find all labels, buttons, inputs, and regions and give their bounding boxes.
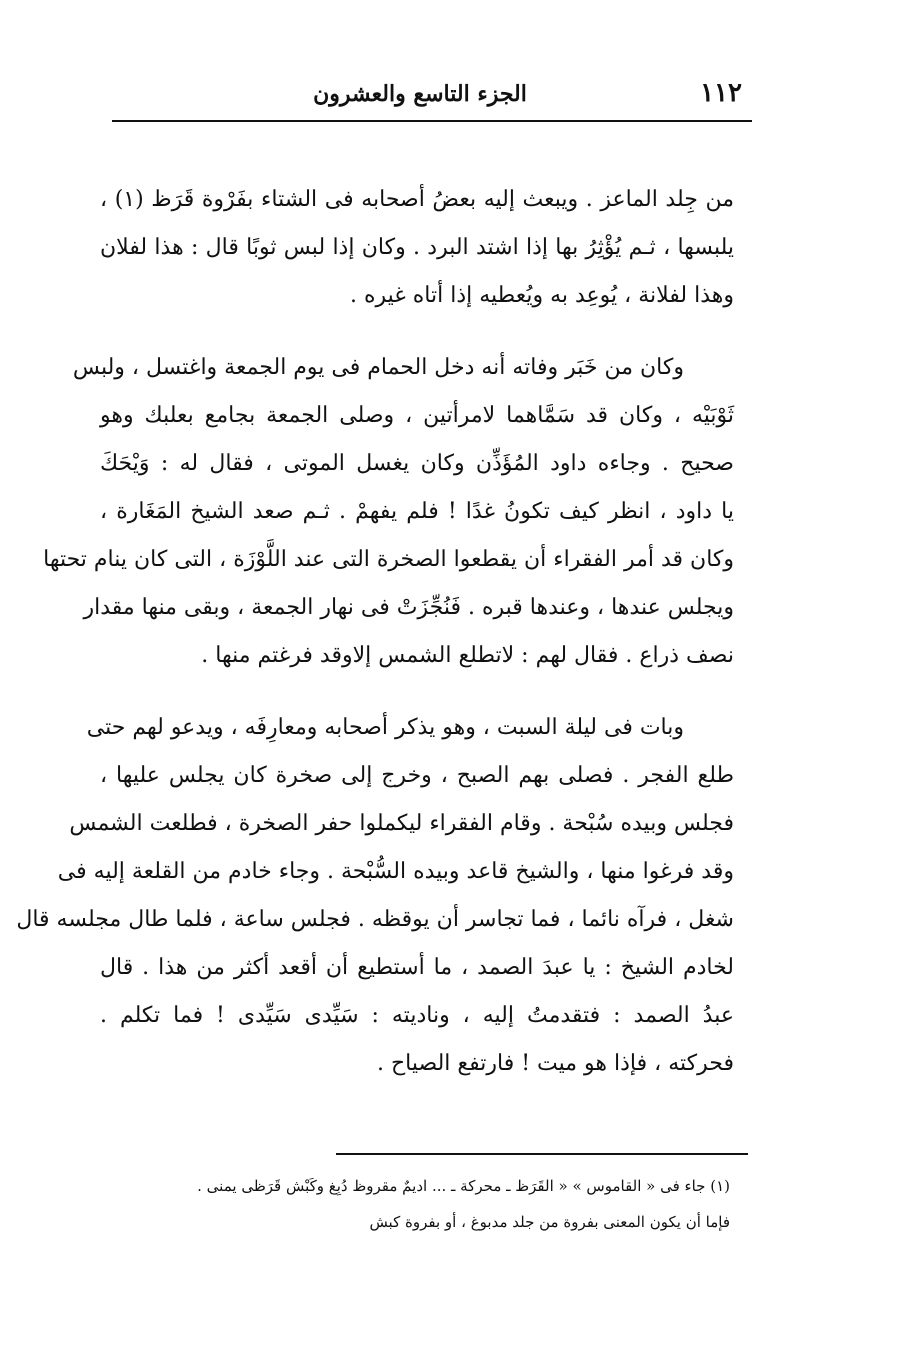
paragraph xyxy=(43,344,734,680)
text-line: وكان من خَبَر وفاته أنه دخل الحمام فى يوم الجمعة واغتسل ، ولبس xyxy=(72,355,684,380)
text-line: وقد فرغوا منها ، والشيخ قاعد وبيده السُّبْحة . وجاء خادم من القلعة إليه فى xyxy=(57,859,734,884)
paragraph xyxy=(16,704,734,1088)
header-rule xyxy=(112,120,752,122)
footnote-line: (١) جاء فى « القاموس » « القَرَظ ـ محركة ـ ... اديمٌ مقروظ دُبِغ وكَبْش قَرَظى يمنى . xyxy=(197,1177,730,1195)
text-line: فحركته ، فإذا هو ميت ! فارتفع الصياح . xyxy=(376,1051,734,1076)
text-line: نصف ذراع . فقال لهم : لاتطلع الشمس إلاوقد فرغتم منها . xyxy=(201,643,734,668)
text-line: وبات فى ليلة السبت ، وهو يذكر أصحابه ومعارِفَه ، ويدعو لهم حتى xyxy=(86,715,684,740)
text-line: يا داود ، انظر كيف تكونُ غدًا ! فلم يفهمْ . ثـم صعد الشيخ المَغَارة ، xyxy=(100,499,734,524)
text-line: من جِلد الماعز . ويبعث إليه بعضُ أصحابه فى الشتاء بفَرْوة قَرَظ (١) ، xyxy=(100,187,734,212)
footnote-line: فإما أن يكون المعنى بفروة من جلد مدبوغ ، أو بفروة كبش xyxy=(369,1213,730,1231)
text-line: وكان قد أمر الفقراء أن يقطعوا الصخرة التى عند اللَّوْزَة ، التى كان ينام تحتها xyxy=(43,547,734,572)
page-number: ١١٢ xyxy=(700,78,742,108)
text-line: فجلس وبيده سُبْحة . وقام الفقراء ليكملوا حفر الصخرة ، فطلعت الشمس xyxy=(69,811,734,836)
text-line: وهذا لفلانة ، يُوعِد به ويُعطيه إذا أتاه غيره . xyxy=(349,283,734,308)
text-line: صحيح . وجاءه داود المُؤَذِّن وكان يغسل الموتى ، فقال له : وَيْحَكَ xyxy=(100,451,734,476)
text-line: شغل ، فرآه نائما ، فما تجاسر أن يوقظه . فجلس ساعة ، فلما طال مجلسه قال xyxy=(16,907,734,932)
body-text xyxy=(16,176,734,1112)
text-line: عبدُ الصمد : فتقدمتُ إليه ، وناديته : سَيِّدى سَيِّدى ! فما تكلم . xyxy=(100,1003,734,1028)
footnotes xyxy=(120,1168,730,1240)
running-head: الجزء التاسع والعشرون xyxy=(313,81,527,107)
text-line: ثَوْبَيْه ، وكان قد سَمَّاهما لامرأتين ، وصلى الجمعة بجامع بعلبك وهو xyxy=(100,403,734,428)
text-line: طلع الفجر . فصلى بهم الصبح ، وخرج إلى صخرة كان يجلس عليها ، xyxy=(100,763,734,788)
text-line: لخادم الشيخ : يا عبدَ الصمد ، ما أستطيع أن أقعد أكثر من هذا . قال xyxy=(100,955,734,980)
footnote-rule xyxy=(336,1153,748,1155)
text-line: ويجلس عندها ، وعندها قبره . فَنُجِّزَتْ فى نهار الجمعة ، وبقى منها مقدار xyxy=(83,595,734,620)
paragraph xyxy=(100,176,734,320)
text-line: يلبسها ، ثـم يُؤْثِرُ بها إذا اشتد البرد . وكان إذا لبس ثوبًا قال : هذا لفلان xyxy=(100,235,734,260)
